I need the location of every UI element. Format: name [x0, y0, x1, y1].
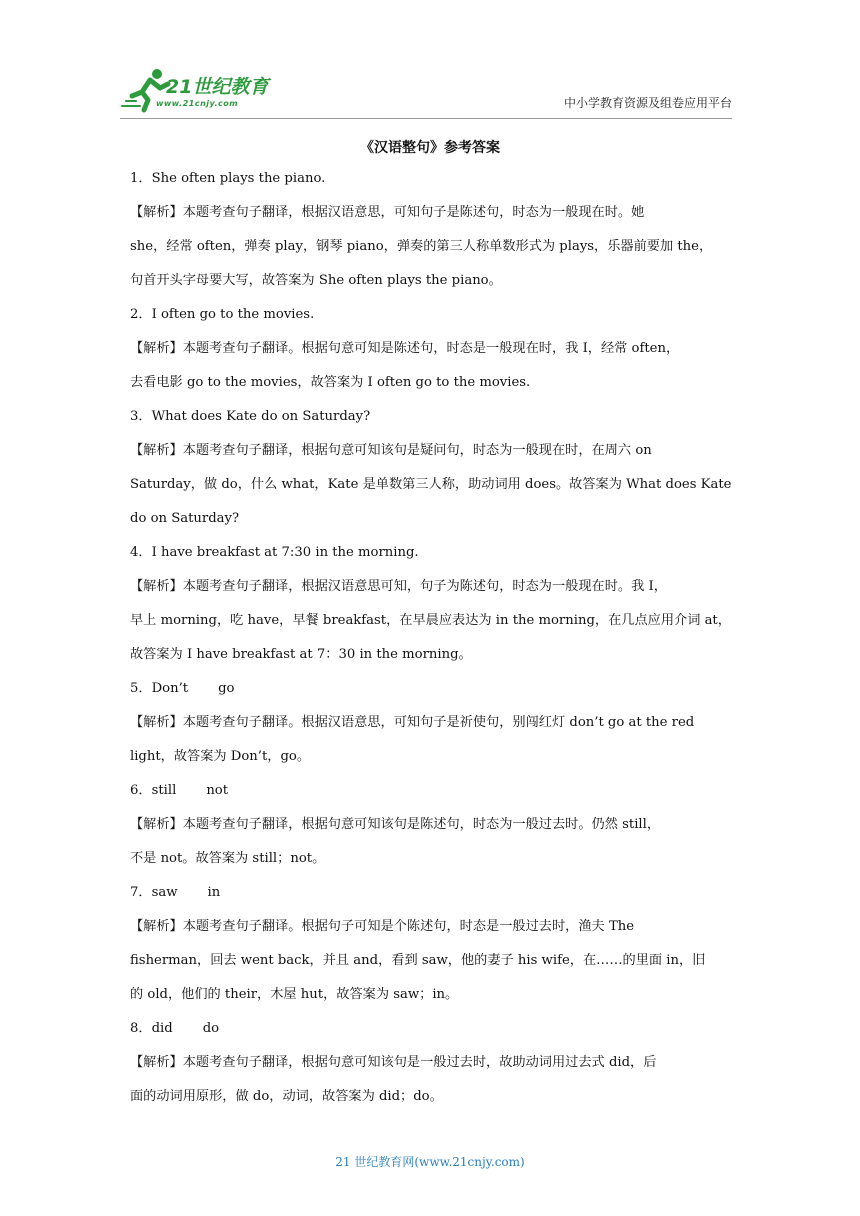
analysis-line: 【解析】本题考查句子翻译，根据汉语意思，可知句子是陈述句，时态为一般现在时。她 — [130, 205, 645, 220]
answer-blank-1: 8．did — [130, 1021, 173, 1036]
answer-line: 3．What does Kate do on Saturday? — [130, 409, 371, 424]
analysis-line: 【解析】本题考查句子翻译，根据汉语意思可知，句子为陈述句，时态为一般现在时。我 I， — [130, 579, 667, 594]
answer-line: 4．I have breakfast at 7:30 in the morning. — [130, 545, 419, 560]
logo-text: 21世纪教育 — [166, 76, 269, 98]
site-logo — [120, 66, 300, 114]
answer-blank-1: 7．saw — [130, 885, 178, 900]
header-divider — [120, 118, 732, 119]
analysis-line: 句首开头字母要大写，故答案为 She often plays the piano。 — [130, 273, 502, 288]
analysis-line: Saturday，做 do，什么 what，Kate 是单数第三人称，助动词用 does。故答案为 What does Kate — [130, 477, 732, 492]
analysis-line: 去看电影 go to the movies，故答案为 I often go to the movies. — [130, 375, 531, 390]
platform-name: 中小学教育资源及组卷应用平台 — [563, 96, 732, 110]
answer-line — [130, 774, 730, 808]
answer-blank-2: do — [202, 1021, 220, 1036]
answer-line — [130, 1012, 730, 1046]
analysis-line: 【解析】本题考查句子翻译。根据句子可知是个陈述句，时态是一般过去时，渔夫 The — [130, 919, 635, 934]
page-header — [120, 66, 732, 114]
analysis-line: 的 old，他们的 their，木屋 hut，故答案为 saw；in。 — [130, 987, 459, 1002]
analysis-line: she，经常 often，弹奏 play，钢琴 piano，弹奏的第三人称单数形式为 plays，乐器前要加 the， — [130, 239, 713, 254]
analysis-line: 【解析】本题考查句子翻译，根据句意可知该句是疑问句，时态为一般现在时，在周六 on — [130, 443, 652, 458]
answer-blank-2: in — [207, 885, 221, 900]
analysis-line: 故答案为 I have breakfast at 7：30 in the morning。 — [130, 647, 472, 662]
answer-line: 1．She often plays the piano. — [130, 171, 326, 186]
analysis-line: fisherman，回去 went back，并且 and，看到 saw，他的妻子 his wife，在……的里面 in，旧 — [130, 953, 706, 968]
analysis-line: light，故答案为 Don’t，go。 — [130, 749, 311, 764]
answer-content — [130, 162, 730, 1114]
analysis-line: 【解析】本题考查句子翻译，根据句意可知该句是一般过去时，故助动词用过去式 did，后 — [130, 1055, 657, 1070]
analysis-line: 【解析】本题考查句子翻译，根据句意可知该句是陈述句，时态为一般过去时。仍然 still， — [130, 817, 661, 832]
answer-blank-1: 6．still — [130, 783, 177, 798]
answer-blank-2: not — [206, 783, 229, 798]
answer-line — [130, 672, 730, 706]
answer-line: 2．I often go to the movies. — [130, 307, 315, 322]
document-title: 《汉语整句》参考答案 — [360, 140, 500, 156]
analysis-line: 不是 not。故答案为 still；not。 — [130, 851, 326, 866]
analysis-line: do on Saturday? — [130, 511, 240, 526]
analysis-line: 早上 morning，吃 have，早餐 breakfast，在早晨应表达为 in the morning，在几点应用介词 at， — [130, 613, 731, 628]
analysis-line: 面的动词用原形，做 do，动词，故答案为 did；do。 — [130, 1089, 443, 1104]
answer-blank-2: go — [218, 681, 235, 696]
analysis-line: 【解析】本题考查句子翻译。根据汉语意思，可知句子是祈使句，别闯红灯 don’t go at the red — [130, 715, 695, 730]
analysis-line: 【解析】本题考查句子翻译。根据句意可知是陈述句，时态是一般现在时，我 I，经常 often， — [130, 341, 680, 356]
logo-url: www.21cnjy.com — [156, 99, 239, 108]
answer-line — [130, 876, 730, 910]
page-footer: 21 世纪教育网(www.21cnjy.com) — [335, 1155, 525, 1169]
answer-blank-1: 5．Don’t — [130, 681, 189, 696]
